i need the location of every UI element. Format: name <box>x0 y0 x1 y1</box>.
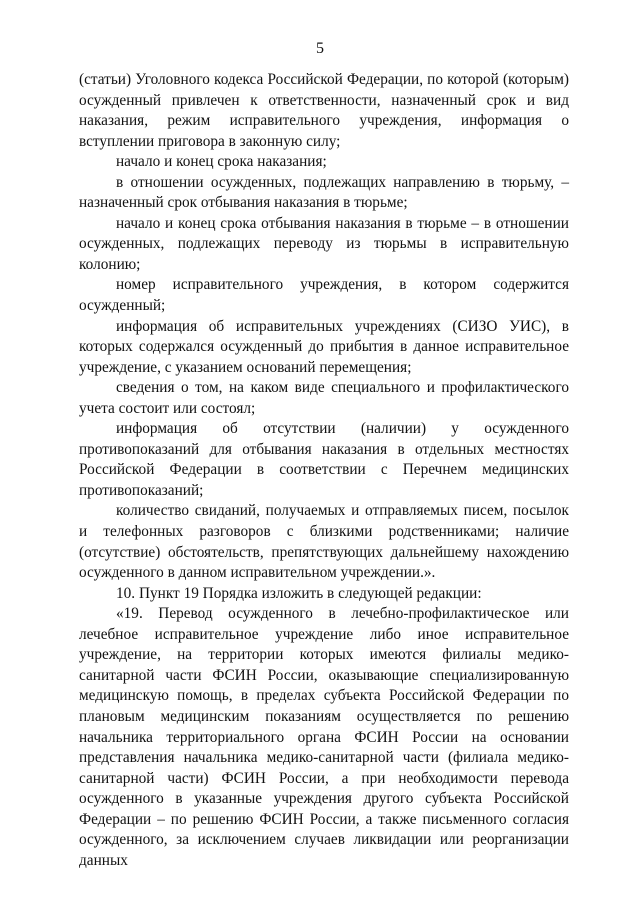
paragraph-article-info: (статьи) Уголовного кодекса Российской Федерации, по которой (которым) осужденный привлечен к ответственности, назначенный срок и вид наказания, режим исправительного учреждения, информация о вступлении приговора в законную силу; <box>79 71 569 150</box>
paragraph-prison-term: в отношении осужденных, подлежащих направлению в тюрьму, – назначенный срок отбывания наказания в тюрьме; <box>79 173 569 212</box>
paragraph-contraindications: информация об отсутствии (наличии) у осужденного противопоказаний для отбывания наказания в отдельных местностях Российской Федерации в соответствии с Перечнем медицинских противопоказаний; <box>79 420 569 499</box>
page-number: 5 <box>316 40 324 57</box>
paragraph-visits-letters: количество свиданий, получаемых и отправляемых писем, посылок и телефонных разговоров с близкими родственниками; наличие (отсутствие) обстоятельств, препятствующих дальнейшему нахождению осужденного в данном исправительном учреждении.». <box>79 502 569 582</box>
paragraph-institution-number: номер исправительного учреждения, в котором содержится осужденный; <box>79 276 569 315</box>
document-body <box>79 70 569 871</box>
paragraph-sentence-term: начало и конец срока наказания; <box>116 153 327 171</box>
paragraph-prison-start-end: начало и конец срока отбывания наказания в тюрьме – в отношении осужденных, подлежащих переводу из тюрьмы в исправительную колонию; <box>79 214 569 273</box>
paragraph-item-10: 10. Пункт 19 Порядка изложить в следующей редакции: <box>116 584 482 602</box>
paragraph-registration-info: сведения о том, на каком виде специального и профилактического учета состоит или состоял; <box>79 379 569 417</box>
paragraph-previous-institutions: информация об исправительных учреждениях (СИЗО УИС), в которых содержался осужденный до прибытия в данное исправительное учреждение, с указанием оснований перемещения; <box>79 317 569 376</box>
paragraph-item-19: «19. Перевод осужденного в лечебно-профилактическое или лечебное исправительное учреждение либо иное исправительное учреждение, на территории которых имеются филиалы медико-санитарной части ФСИН России, оказывающие специализированную медицинскую помощь, в пределах субъекта Российской Федерации по плановым медицинским показаниям осуществляется по решению начальника территориального органа ФСИН России на основании представления начальника медико-санитарной части (филиала медико-санитарной части) ФСИН России, а при необходимости перевода осужденного в указанные учреждения другого субъекта Российской Федерации – по решению ФСИН России, а также письменного согласия осужденного, за исключением случаев ликвидации или реорганизации данных <box>79 605 569 869</box>
